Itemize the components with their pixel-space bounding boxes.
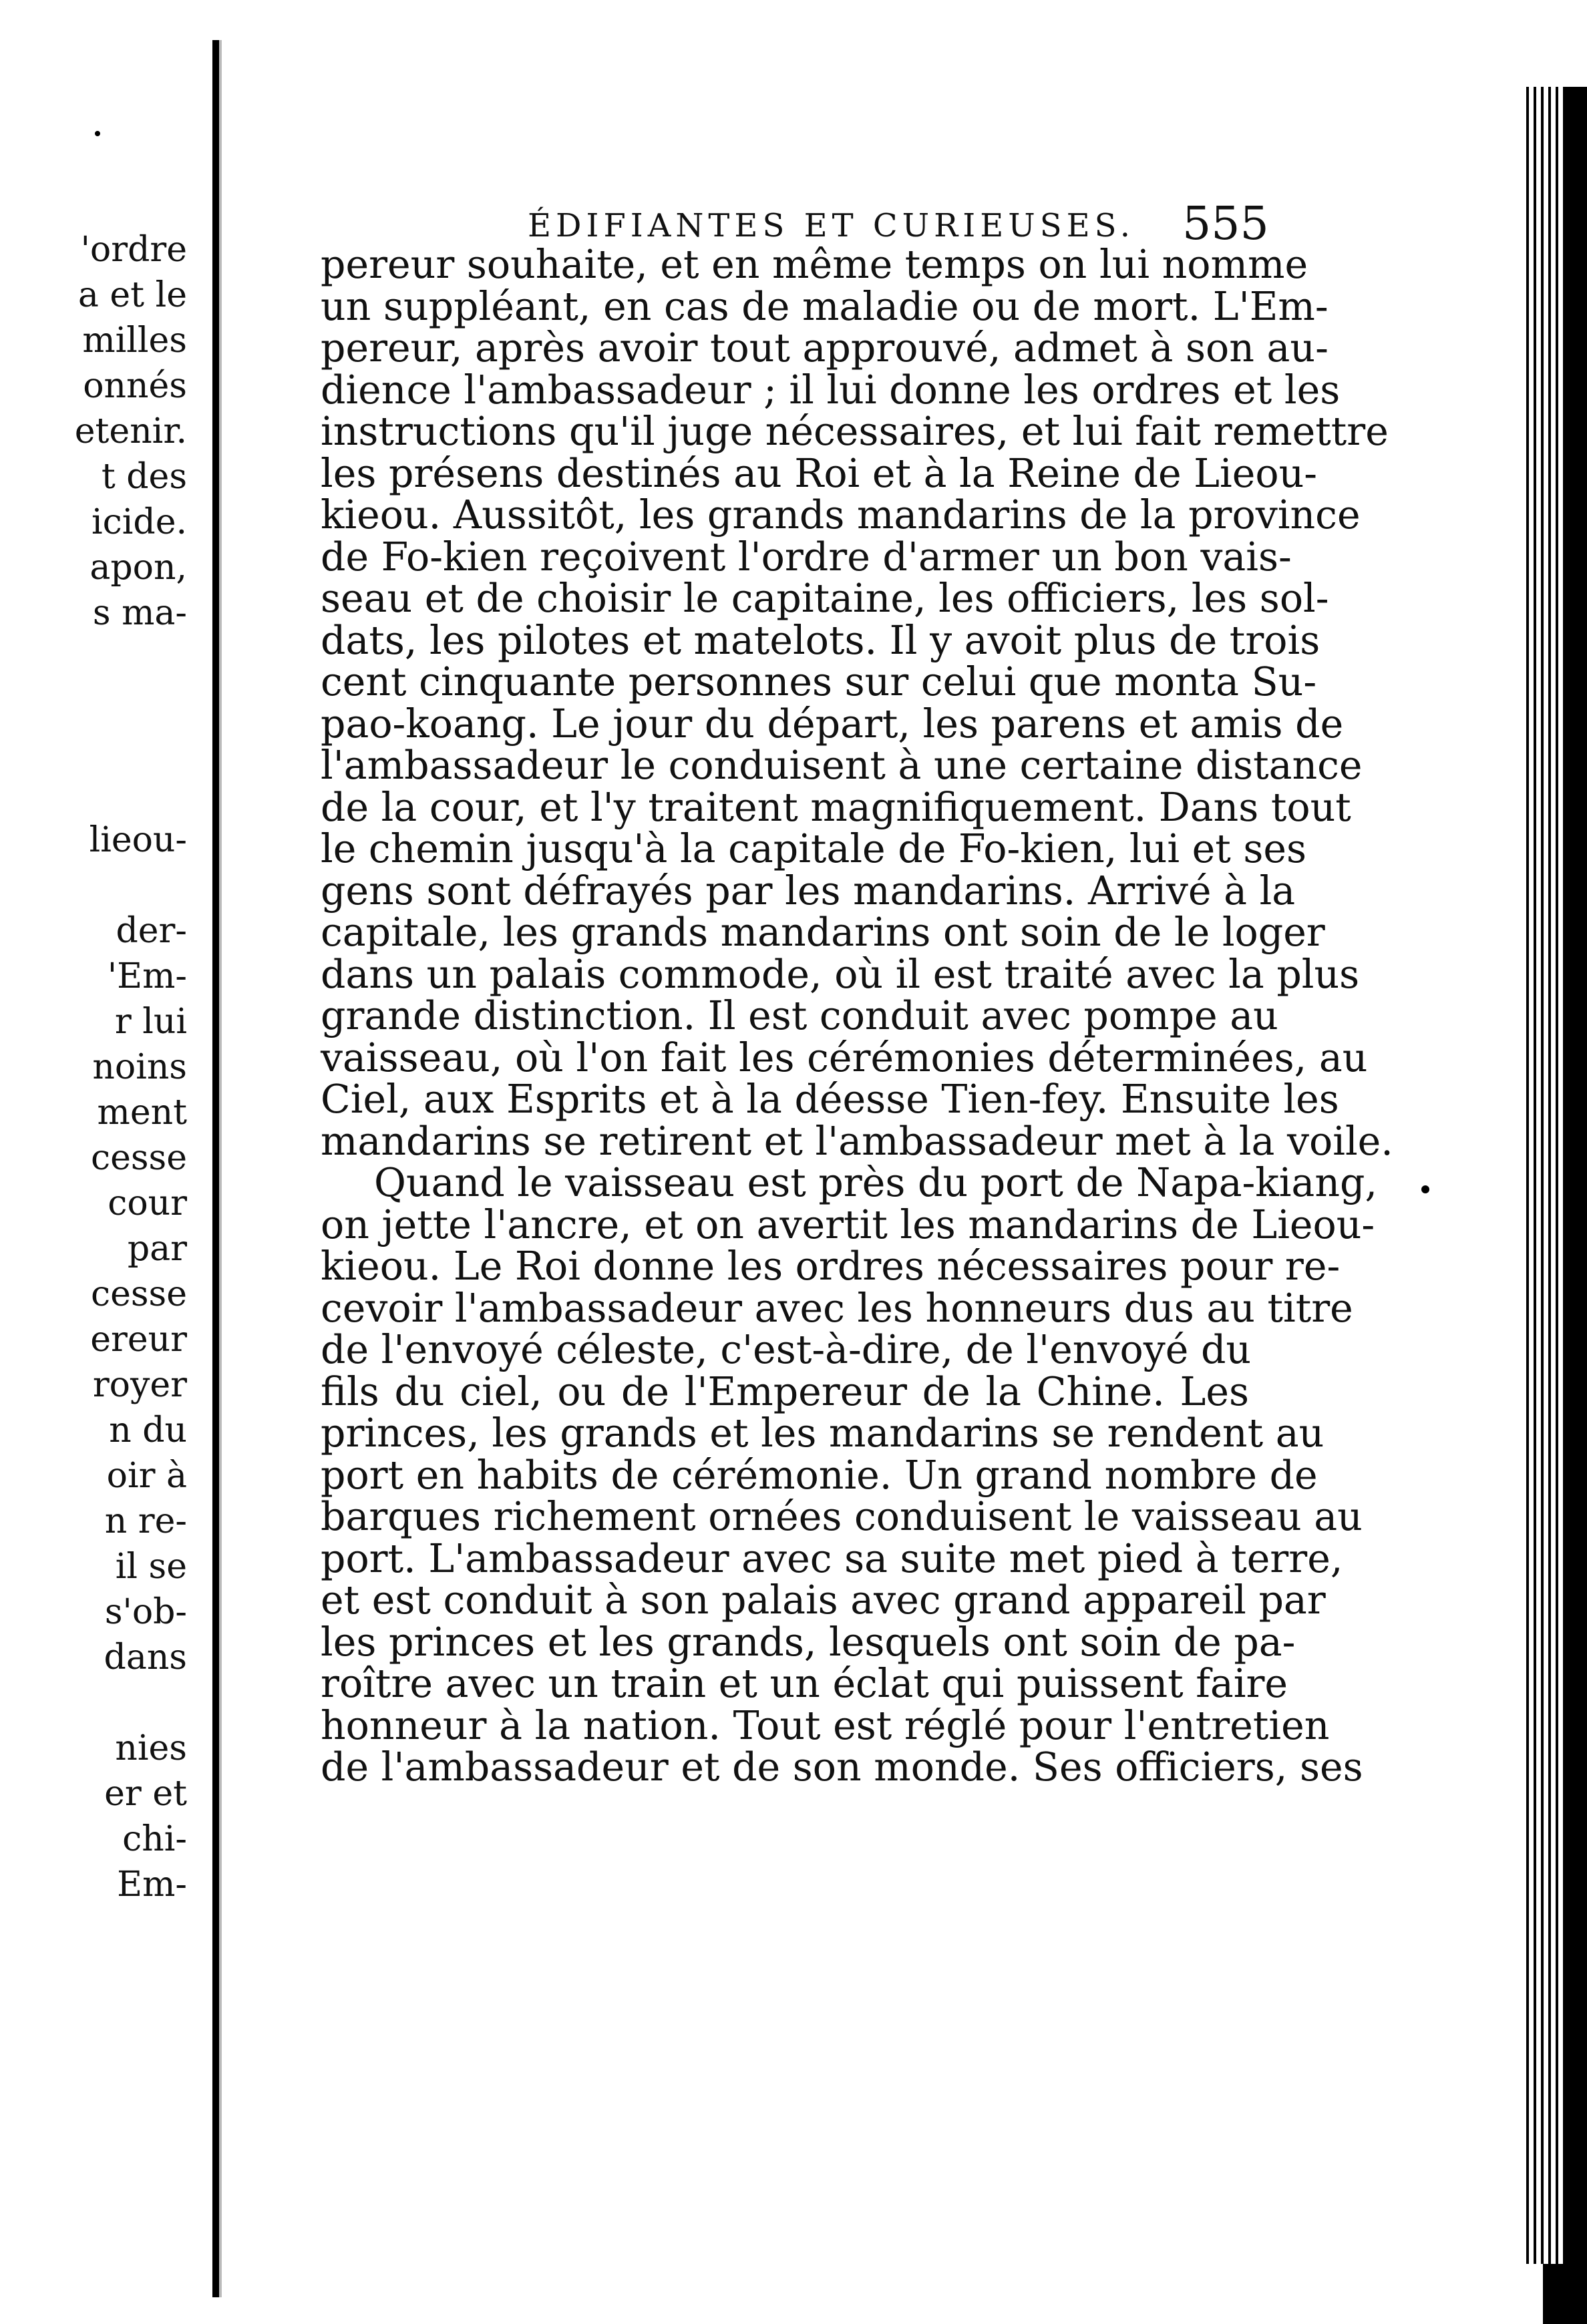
- facing-page-line-end: icide.: [92, 502, 187, 542]
- text-line: cevoir l'ambassadeur avec les honneurs dus au titre: [321, 1285, 1353, 1331]
- text-line: honneur à la nation. Tout est réglé pour l'entretien: [321, 1702, 1330, 1748]
- facing-page-line-end: [75, 772, 187, 817]
- facing-page-line-end: s ma-: [92, 593, 187, 633]
- text-line: de l'ambassadeur et de son monde. Ses officiers, ses: [321, 1744, 1363, 1790]
- body-text: [321, 242, 1393, 1790]
- facing-page-line-end: [75, 1680, 187, 1726]
- facing-page-line-end: [75, 681, 187, 727]
- text-line: Quand le vaisseau est près du port de Napa-kiang,: [374, 1160, 1378, 1205]
- book-gutter: [212, 40, 232, 2297]
- text-line: dats, les pilotes et matelots. Il y avoit plus de trois: [321, 617, 1320, 663]
- facing-page-line-end: a et le: [77, 275, 187, 315]
- text-line: vaisseau, où l'on fait les cérémonies déterminées, au: [321, 1034, 1368, 1081]
- running-head: ÉDIFIANTES ET CURIEUSES.: [528, 207, 1135, 244]
- page-number: 555: [1182, 198, 1269, 250]
- text-line: instructions qu'il juge nécessaires, et lui fait remettre: [321, 409, 1389, 454]
- text-line: port en habits de cérémonie. Un grand nombre de: [321, 1452, 1318, 1498]
- text-line: capitale, les grands mandarins ont soin de le loger: [321, 910, 1325, 955]
- facing-page-line-end: n du: [109, 1410, 187, 1450]
- facing-page-line-end: ereur: [90, 1320, 187, 1360]
- facing-page-line-ends: [75, 227, 187, 1907]
- facing-page-line-end: oir à: [106, 1456, 187, 1496]
- text-line: kieou. Aussitôt, les grands mandarins de la province: [321, 492, 1361, 538]
- facing-page-line-end: noins: [92, 1047, 187, 1087]
- facing-page-line-end: er et: [104, 1774, 187, 1814]
- text-line: et est conduit à son palais avec grand appareil par: [321, 1577, 1326, 1623]
- text-line: un suppléant, en cas de maladie ou de mort. L'Em-: [321, 283, 1329, 329]
- text-line: l'ambassadeur le conduisent à une certaine distance: [321, 743, 1363, 788]
- facing-page-line-end: cesse: [90, 1138, 187, 1178]
- facing-page-line-end: Em-: [117, 1865, 187, 1905]
- text-line: fils du ciel, ou de l'Empereur de la Chine. Les: [321, 1368, 1249, 1414]
- text-line: princes, les grands et les mandarins se rendent au: [321, 1410, 1325, 1456]
- facing-page-line-end: lieou-: [89, 820, 187, 860]
- text-line: dience l'ambassadeur ; il lui donne les ordres et les: [321, 367, 1341, 413]
- ink-speck: [95, 131, 100, 136]
- text-line: les présens destinés au Roi et à la Reine de Lieou-: [321, 450, 1318, 496]
- text-line: Ciel, aux Esprits et à la déesse Tien-fey. Ensuite les: [321, 1077, 1339, 1122]
- facing-page-fragment: [0, 0, 200, 2324]
- facing-page-line-end: ment: [97, 1093, 187, 1133]
- facing-page-line-end: nies: [115, 1728, 187, 1768]
- text-line: gens sont défrayés par les mandarins. Arrivé à la: [321, 867, 1296, 914]
- text-line: pereur souhaite, et en même temps on lui nomme: [321, 242, 1308, 287]
- text-line: kieou. Le Roi donne les ordres nécessaires pour re-: [321, 1243, 1341, 1289]
- facing-page-line-end: [75, 863, 187, 908]
- ink-speck: [1421, 1185, 1429, 1193]
- facing-page-line-end: royer: [92, 1365, 187, 1405]
- facing-page-line-end: t des: [101, 457, 187, 497]
- facing-page-line-end: chi-: [122, 1819, 187, 1859]
- facing-page-line-end: r lui: [114, 1002, 187, 1042]
- text-line: mandarins se retirent et l'ambassadeur met à la voile.: [321, 1118, 1393, 1164]
- text-line: de l'envoyé céleste, c'est-à-dire, de l'envoyé du: [321, 1327, 1252, 1372]
- facing-page-line-end: 'Em-: [107, 956, 187, 996]
- facing-page-line-end: der-: [116, 911, 187, 951]
- facing-page-line-end: apon,: [90, 548, 187, 588]
- facing-page-line-end: il se: [115, 1547, 187, 1587]
- facing-page-line-end: [75, 636, 187, 681]
- text-line: dans un palais commode, où il est traité avec la plus: [321, 951, 1360, 997]
- text-line: cent cinquante personnes sur celui que monta Su-: [321, 659, 1317, 705]
- facing-page-line-end: n re-: [104, 1501, 187, 1541]
- facing-page-line-end: dans: [104, 1637, 187, 1678]
- facing-page-line-end: s'ob-: [104, 1592, 187, 1632]
- text-line: grande distinction. Il est conduit avec pompe au: [321, 993, 1278, 1038]
- text-line: seau et de choisir le capitaine, les officiers, les sol-: [321, 576, 1329, 621]
- text-line: de la cour, et l'y traitent magnifiquement. Dans tout: [321, 784, 1351, 830]
- facing-page-line-end: [75, 727, 187, 772]
- facing-page-line-end: milles: [82, 321, 187, 361]
- facing-page-line-end: 'ordre: [80, 230, 187, 270]
- text-line: pao-koang. Le jour du départ, les parens et amis de: [321, 701, 1344, 747]
- facing-page-line-end: cesse: [90, 1274, 187, 1314]
- text-line: les princes et les grands, lesquels ont soin de pa-: [321, 1619, 1296, 1665]
- text-line: port. L'ambassadeur avec sa suite met pied à terre,: [321, 1535, 1343, 1581]
- text-line: roître avec un train et un éclat qui puissent faire: [321, 1661, 1288, 1706]
- facing-page-line-end: cour: [108, 1183, 187, 1223]
- facing-page-line-end: par: [127, 1229, 187, 1269]
- text-line: on jette l'ancre, et on avertit les mandarins de Lieou-: [321, 1201, 1375, 1247]
- text-line: le chemin jusqu'à la capitale de Fo-kien, lui et ses: [321, 826, 1307, 872]
- facing-page-line-end: etenir.: [74, 411, 187, 451]
- text-line: barques richement ornées conduisent le vaisseau au: [321, 1494, 1363, 1539]
- text-line: pereur, après avoir tout approuvé, admet à son au-: [321, 325, 1329, 371]
- facing-page-line-end: onnés: [83, 366, 187, 406]
- text-line: de Fo-kien reçoivent l'ordre d'armer un bon vais-: [321, 534, 1292, 580]
